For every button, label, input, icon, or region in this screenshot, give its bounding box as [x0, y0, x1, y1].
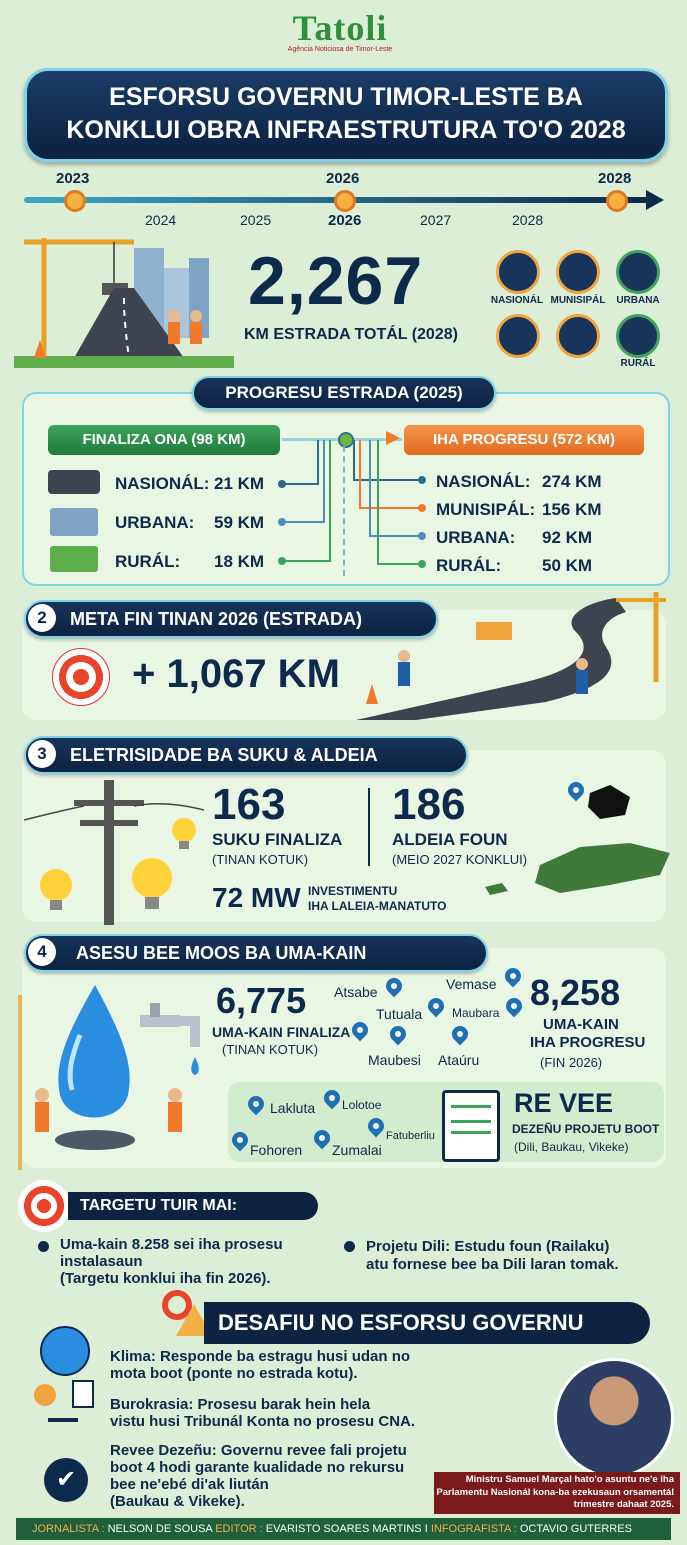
- logo-tagline: Agência Noticiosa de Timor-Leste: [287, 46, 393, 53]
- place-name: Lakluta: [270, 1100, 316, 1116]
- bullet-icon: [38, 1241, 49, 1252]
- editor-label: EDITOR :: [215, 1523, 263, 1535]
- section4-header: [24, 934, 488, 972]
- quality-badge-icon: ✔: [44, 1458, 88, 1502]
- roads-total-label: KM ESTRADA TOTÁL (2028): [244, 326, 458, 343]
- water-progress-label: IHA PROGRESU: [530, 1034, 646, 1051]
- target-item-line: atu fornese bee ba Dili laran tomak.: [366, 1256, 619, 1273]
- aldeia-value: 186: [392, 780, 466, 829]
- road-construction-illustration: [14, 228, 234, 368]
- place-name: Maubesi: [368, 1052, 421, 1068]
- target-item-line: Uma-kain 8.258 sei iha prosesu: [60, 1236, 283, 1253]
- mw-label: IHA LALEIA-MANATUTO: [308, 899, 447, 913]
- ongoing-label: URBANA:: [436, 528, 516, 547]
- journalist-name: NELSON DE SOUSA: [107, 1523, 213, 1535]
- power-pole-illustration: [24, 780, 204, 925]
- timeline-bottom-label: 2027: [420, 212, 452, 228]
- target-item-line: Projetu Dili: Estudu foun (Railaku): [366, 1238, 610, 1255]
- caption-line: Ministru Samuel Marçal hato'o asuntu ne'e iha: [465, 1474, 674, 1485]
- bullet-icon: [344, 1241, 355, 1252]
- road-works-illustration: [356, 592, 666, 720]
- progress-title: PROGRESU ESTRADA (2025): [192, 376, 496, 410]
- water-drop-tap-illustration: [0, 975, 215, 1170]
- ongoing-value: 156 KM: [542, 500, 602, 519]
- road-type-label: NASIONÁL: [490, 295, 544, 306]
- water-done-value: 6,775: [216, 980, 307, 1021]
- timeline-bottom-label: 2026: [328, 212, 362, 229]
- target-icon: [18, 1180, 70, 1232]
- bureaucracy-icon: [30, 1378, 98, 1442]
- roads-total-value: 2,267: [248, 243, 424, 319]
- rural-road-icon: [50, 546, 98, 572]
- target-icon: [52, 648, 110, 706]
- rural-road-icon: [616, 314, 660, 358]
- urban-buildings-icon: [50, 508, 98, 536]
- mw-label: INVESTIMENTU: [308, 884, 398, 898]
- photo-caption: [434, 1472, 680, 1514]
- section4-title: ASESU BEE MOOS BA UMA-KAIN: [76, 943, 367, 963]
- finished-label: NASIONÁL:: [115, 474, 210, 493]
- finished-label: RURÁL:: [115, 552, 181, 571]
- place-name: Ataúru: [438, 1052, 480, 1068]
- national-road-icon: [496, 250, 540, 294]
- finished-value: 21 KM: [214, 474, 265, 493]
- section-number: 4: [28, 938, 56, 966]
- suku-sub: (TINAN KOTUK): [212, 852, 309, 867]
- credits-footer: [16, 1518, 671, 1540]
- checklist-icon: [442, 1090, 500, 1162]
- challenge-revee: bee ne'ebé di'ak liután: [110, 1476, 269, 1493]
- section2-value: + 1,067 KM: [132, 652, 340, 696]
- municipal-building-icon: [556, 250, 600, 294]
- timeline-bottom-label: 2025: [240, 212, 272, 228]
- target-item-line: (Targetu konklui iha fin 2026).: [60, 1270, 271, 1287]
- targets-title: TARGETU TUIR MAI:: [68, 1192, 318, 1220]
- suku-label: SUKU FINALIZA: [212, 830, 343, 849]
- water-done-label: UMA-KAIN FINALIZA: [212, 1024, 351, 1040]
- timeline-top-label: 2028: [598, 170, 632, 187]
- minister-photo: [554, 1358, 674, 1478]
- water-done-sub: (TINAN KOTUK): [222, 1042, 319, 1057]
- header-banner: [24, 68, 668, 162]
- challenges-title: DESAFIU NO ESFORSU GOVERNU: [204, 1302, 650, 1344]
- ongoing-value: 50 KM: [542, 556, 593, 575]
- caption-line: trimestre dahaat 2025.: [573, 1499, 674, 1510]
- revee-sub: (Dili, Baukau, Vikeke): [514, 1140, 629, 1154]
- challenge-buro: vistu husi Tribunál Konta no prosesu CNA.: [110, 1413, 416, 1430]
- page-title-line2: KONKLUI OBRA INFRAESTRUTURA TO'O 2028: [66, 116, 626, 144]
- mw-value: 72 MW: [212, 882, 301, 913]
- ongoing-value: 274 KM: [542, 472, 602, 491]
- logo-name: Tatoli: [292, 8, 388, 48]
- place-name: Maubara: [452, 1006, 500, 1020]
- suku-value: 163: [212, 780, 286, 829]
- place-name: Lolotoe: [342, 1098, 382, 1112]
- challenge-revee: boot 4 hodi garante kualidade no rekursu: [110, 1459, 405, 1476]
- infografista-name: OCTAVIO GUTERRES: [519, 1523, 632, 1535]
- infografista-label: INFOGRAFISTA :: [430, 1523, 517, 1535]
- water-progress-label: UMA-KAIN: [543, 1016, 619, 1033]
- water-progress-value: 8,258: [530, 972, 621, 1013]
- revee-label: DEZEÑU PROJETU BOOT: [512, 1122, 660, 1136]
- timeline-bottom-label: 2028: [512, 212, 544, 228]
- challenge-klima: Klima: Responde ba estragu husi udan no: [110, 1348, 411, 1365]
- finished-header: FINALIZA ONA (98 KM): [48, 425, 280, 455]
- timeline-top-label: 2023: [56, 170, 90, 187]
- place-name: Fatuberliu: [386, 1130, 435, 1142]
- timeline-top-label: 2026: [326, 170, 360, 187]
- caption-line: Parlamentu Nasionál kona-ba ezekusaun orsamentál: [436, 1486, 674, 1498]
- road-type-label: URBANA: [616, 295, 660, 306]
- target-item-line: instalasaun: [60, 1253, 143, 1270]
- place-name: Vemase: [446, 976, 497, 992]
- challenge-revee: (Baukau & Vikeke).: [110, 1493, 245, 1510]
- place-name: Tutuala: [376, 1006, 423, 1022]
- ongoing-header: IHA PROGRESU (572 KM): [404, 425, 644, 455]
- water-progress-sub: (FIN 2026): [540, 1055, 603, 1070]
- challenge-buro: Burokrasia: Prosesu barak hein hela: [110, 1396, 371, 1413]
- urban-buildings-icon: [616, 250, 660, 294]
- finished-value: 18 KM: [214, 552, 265, 571]
- ongoing-value: 92 KM: [542, 528, 593, 547]
- aldeia-sub: (MEIO 2027 KONKLUI): [392, 852, 528, 867]
- worker-icon: [556, 314, 600, 358]
- ongoing-label: RURÁL:: [436, 556, 502, 575]
- bridge-icon: [496, 314, 540, 358]
- section-number: 3: [28, 740, 56, 768]
- place-name: Zumalai: [332, 1142, 382, 1158]
- finished-value: 59 KM: [214, 513, 265, 532]
- journalist-label: JORNALISTA :: [32, 1523, 105, 1535]
- road-type-label: MUNISIPÁL: [550, 295, 606, 306]
- place-name: Fohoren: [250, 1142, 303, 1158]
- road-type-label: RURÁL: [620, 358, 656, 369]
- section2-title: META FIN TINAN 2026 (ESTRADA): [70, 609, 363, 629]
- place-name: Atsabe: [334, 984, 378, 1000]
- section3-header: [24, 736, 468, 774]
- timeline-bottom-label: 2024: [145, 212, 177, 228]
- challenge-klima: mota boot (ponte no estrada kotu).: [110, 1365, 358, 1382]
- globe-climate-icon: [30, 1316, 98, 1376]
- ongoing-label: MUNISIPÁL:: [436, 500, 536, 519]
- editor-name: EVARISTO SOARES MARTINS: [265, 1523, 422, 1535]
- aldeia-label: ALDEIA FOUN: [392, 830, 508, 849]
- revee-title: RE VEE: [514, 1088, 614, 1118]
- finished-label: URBANA:: [115, 513, 195, 532]
- footer-separator: I: [424, 1523, 428, 1535]
- logo: [270, 10, 410, 60]
- challenge-revee: Revee Dezeñu: Governu revee fali projetu: [110, 1442, 407, 1459]
- national-road-icon: [48, 470, 100, 494]
- section3-title: ELETRISIDADE BA SUKU & ALDEIA: [70, 745, 378, 765]
- page-title-line1: ESFORSU GOVERNU TIMOR-LESTE BA: [109, 83, 583, 111]
- section-number: 2: [28, 604, 56, 632]
- ongoing-label: NASIONÁL:: [436, 472, 531, 491]
